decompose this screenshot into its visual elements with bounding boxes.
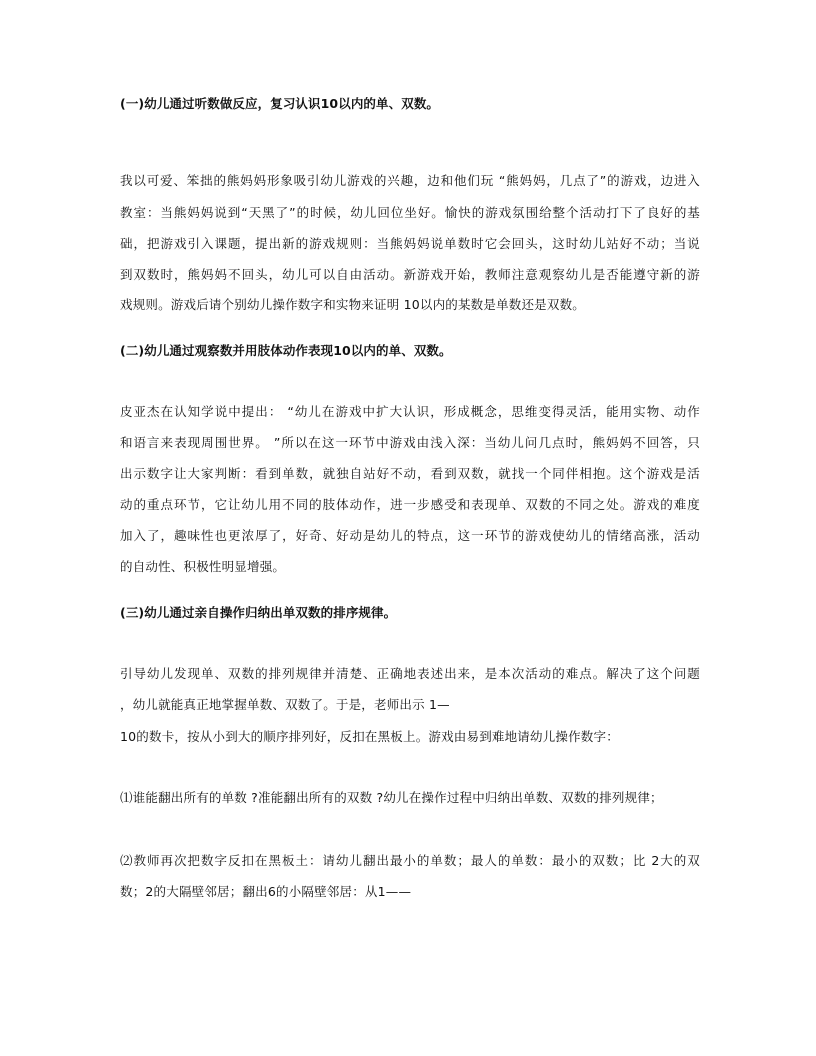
- item-2-line-2: 数；2的大隔壁邻居；翻出6的小隔壁邻居：从1——: [120, 884, 412, 899]
- section-2-line-1: 皮亚杰在认知学说中提出： “幼儿在游戏中扩大认识，形成概念，思维变得灵活，能用实物、动作: [120, 404, 700, 419]
- section-2-heading: (二)幼儿通过观察数并用肢体动作表现10以内的单、双数。: [120, 343, 452, 358]
- item-1-line-1: ⑴谁能翻出所有的单数 ?准能翻出所有的双数 ?幼儿在操作过程中归纳出单数、双数的排列规律；: [120, 790, 663, 805]
- section-3-line-3: 10的数卡，按从小到大的顺序排列好，反扣在黑板上。游戏由易到难地请幼儿操作数字：: [120, 729, 619, 744]
- section-2-line-4: 动的重点环节，它让幼儿用不同的肢体动作，进一步感受和表现单、双数的不同之处。游戏的难度: [120, 497, 700, 512]
- section-1-line-5: 戏规则。游戏后请个别幼儿操作数字和实物来证明 10以内的某数是单数还是双数。: [120, 297, 585, 312]
- item-2-line-1: ⑵教师再次把数字反扣在黑板土：请幼儿翻出最小的单数；最人的单数：最小的双数；比 2大的双: [120, 853, 700, 868]
- section-1-line-1: 我以可爱、笨拙的熊妈妈形象吸引幼儿游戏的兴趣，边和他们玩 “熊妈妈，几点了”的游戏，边进入: [120, 173, 700, 188]
- section-2-line-5: 加入了，趣味性也更浓厚了，好奇、好动是幼儿的特点，这一环节的游戏使幼儿的情绪高涨，活动: [120, 528, 700, 543]
- section-3-line-2: ，幼儿就能真正地掌握单数、双数了。于是，老师出示 1—: [120, 697, 450, 712]
- section-1-heading: (一)幼儿通过听数做反应，复习认识10以内的单、双数。: [120, 96, 440, 111]
- section-1-line-4: 到双数时，熊妈妈不回头，幼儿可以自由活动。新游戏开始，教师注意观察幼儿是否能遵守新的游: [120, 267, 700, 282]
- section-1-line-2: 教室：当熊妈妈说到“天黑了”的时候，幼儿回位坐好。愉快的游戏氛围给整个活动打下了良好的基: [120, 205, 700, 220]
- section-2-line-2: 和语言来表现周围世界。 ”所以在这一环节中游戏由浅入深：当幼儿问几点时，熊妈妈不回答，只: [120, 435, 700, 450]
- section-1-line-3: 础，把游戏引入课题，提出新的游戏规则：当熊妈妈说单数时它会回头，这时幼儿站好不动；当说: [120, 236, 700, 251]
- section-2-line-3: 出示数字让大家判断：看到单数，就独自站好不动，看到双数，就找一个同伴相抱。这个游戏是活: [120, 466, 700, 481]
- section-3-heading: (三)幼儿通过亲自操作归纳出单双数的排序规律。: [120, 605, 397, 620]
- section-3-line-1: 引导幼儿发现单、双数的排列规律并清楚、正确地表述出来，是本次活动的难点。解决了这个问题: [120, 666, 700, 681]
- section-2-line-6: 的自动性、积极性明显增强。: [120, 559, 286, 574]
